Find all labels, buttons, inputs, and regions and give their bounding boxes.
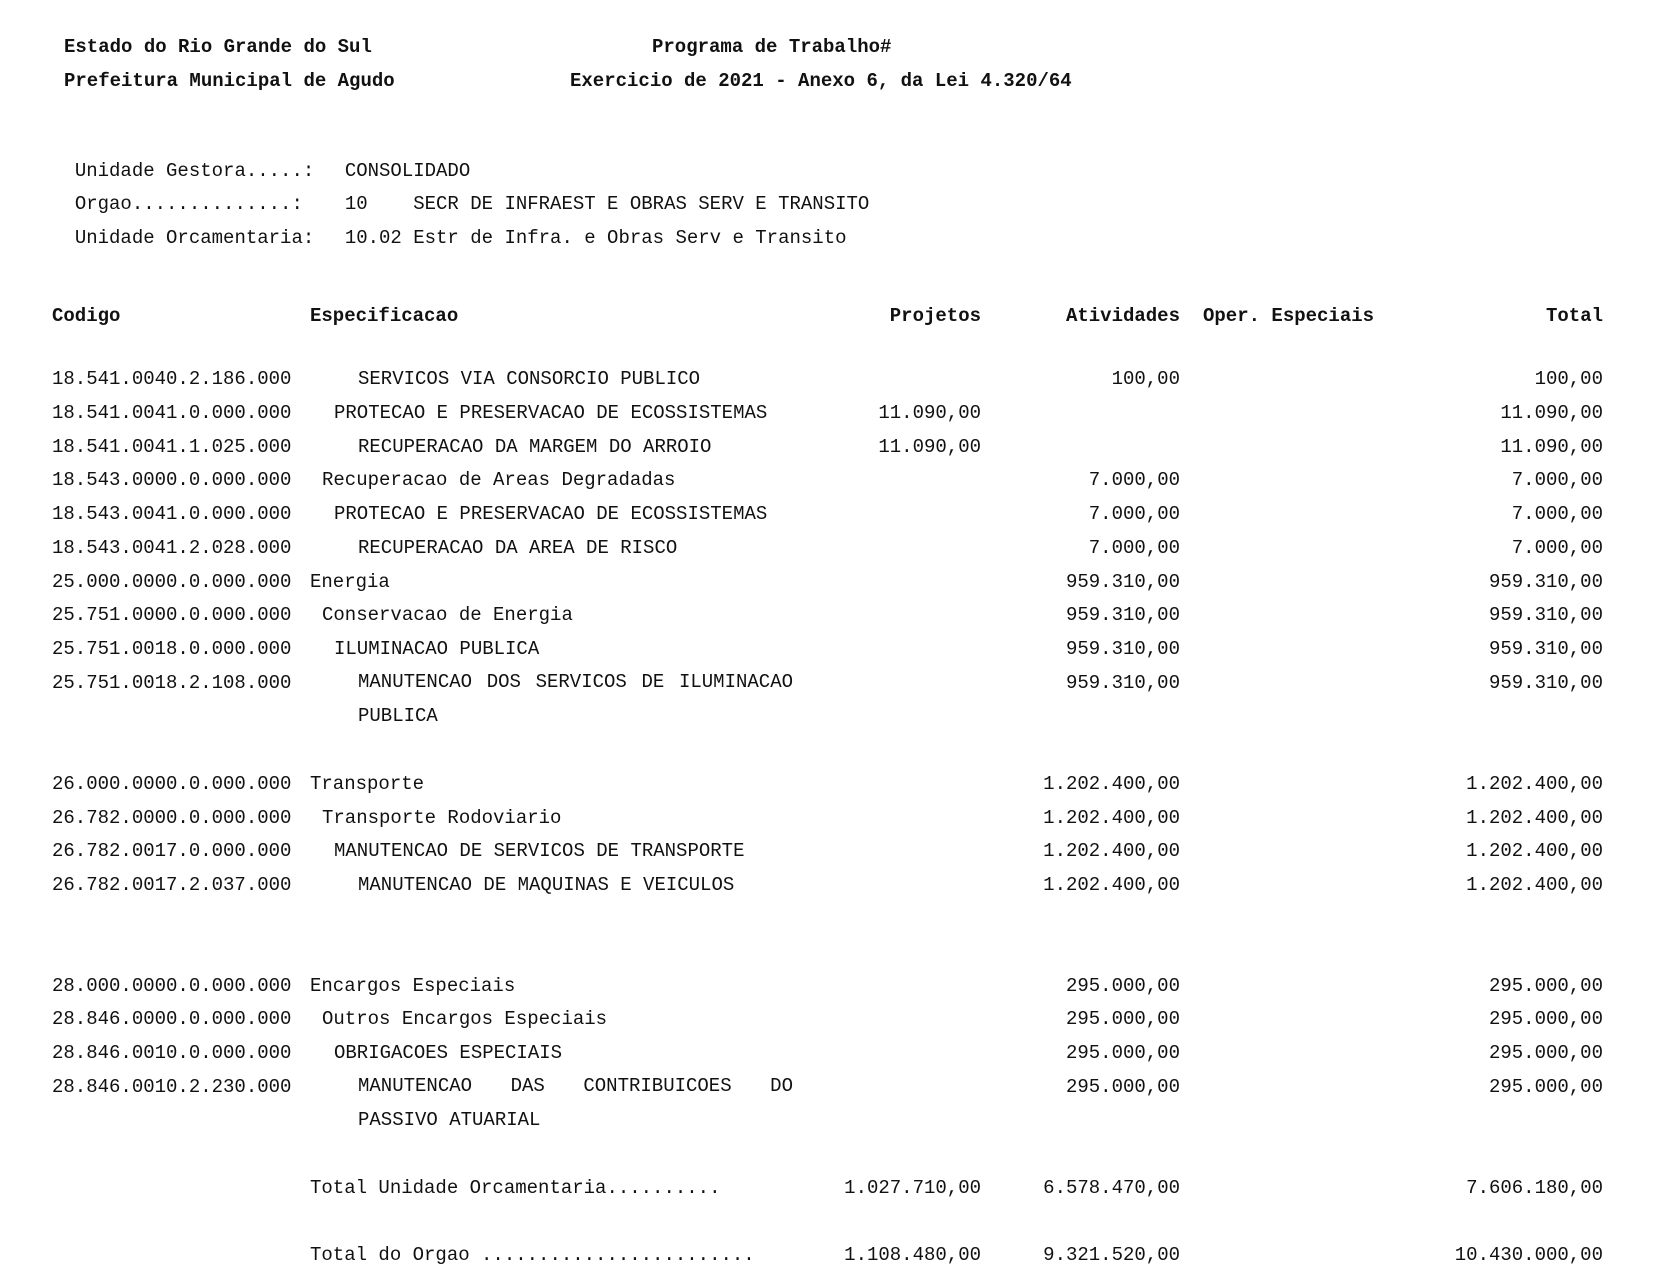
column-header-atividades: Atividades: [1065, 305, 1180, 327]
row-atividades-value: 1.202.400,00: [1043, 874, 1180, 896]
row-code: 18.541.0040.2.186.000: [52, 368, 292, 390]
row-total-value: 1.202.400,00: [1466, 874, 1603, 896]
table-row: [0, 402, 1654, 432]
row-atividades-value: 1.202.400,00: [1043, 773, 1180, 795]
row-total-value: 1.202.400,00: [1466, 773, 1603, 795]
row-code: 18.543.0000.0.000.000: [52, 469, 292, 491]
row-code: 25.751.0018.2.108.000: [52, 672, 292, 694]
row-specification: Recuperacao de Areas Degradadas: [322, 469, 676, 491]
column-header-codigo: Codigo: [52, 305, 121, 327]
row-atividades-value: 100,00: [1111, 368, 1180, 390]
table-row: [0, 1042, 1654, 1072]
row-projetos-value: 11.090,00: [878, 436, 981, 458]
row-total-value: 7.000,00: [1511, 469, 1603, 491]
row-atividades-value: 1.202.400,00: [1043, 840, 1180, 862]
row-total-value: 11.090,00: [1500, 402, 1603, 424]
row-atividades-value: 959.310,00: [1065, 571, 1180, 593]
row-specification: Total Unidade Orcamentaria..........: [310, 1177, 721, 1199]
row-specification: Total do Orgao ........................: [310, 1244, 755, 1266]
row-code: 28.846.0000.0.000.000: [52, 1008, 292, 1030]
row-atividades-value: 295.000,00: [1065, 1042, 1180, 1064]
row-total-value: 11.090,00: [1500, 436, 1603, 458]
row-specification: Transporte Rodoviario: [322, 807, 562, 829]
row-atividades-value: 9.321.520,00: [1043, 1244, 1180, 1266]
table-row: [0, 975, 1654, 1005]
row-specification: MANUTENCAO DAS CONTRIBUICOES DO PASSIVO ATUARIAL: [358, 1075, 793, 1131]
row-atividades-value: 6.578.470,00: [1043, 1177, 1180, 1199]
row-specification: Encargos Especiais: [310, 975, 516, 997]
row-specification: MANUTENCAO DOS SERVICOS DE ILUMINACAO PUBLICA: [358, 671, 793, 727]
row-atividades-value: 295.000,00: [1065, 1008, 1180, 1030]
report-title: Programa de Trabalho#: [652, 36, 892, 58]
table-row: [0, 469, 1654, 499]
row-code: 18.543.0041.2.028.000: [52, 537, 292, 559]
row-atividades-value: 959.310,00: [1065, 604, 1180, 626]
row-code: 28.846.0010.0.000.000: [52, 1042, 292, 1064]
row-code: 25.751.0000.0.000.000: [52, 604, 292, 626]
row-atividades-value: 295.000,00: [1065, 1076, 1180, 1098]
row-atividades-value: 1.202.400,00: [1043, 807, 1180, 829]
row-code: 18.541.0041.0.000.000: [52, 402, 292, 424]
row-total-value: 295.000,00: [1488, 1076, 1603, 1098]
row-specification: Outros Encargos Especiais: [322, 1008, 608, 1030]
row-total-value: 7.606.180,00: [1466, 1177, 1603, 1199]
table-row: [0, 671, 1654, 727]
column-header-especificacao: Especificacao: [310, 305, 459, 327]
table-row: [0, 436, 1654, 466]
row-projetos-value: 11.090,00: [878, 402, 981, 424]
row-total-value: 295.000,00: [1488, 975, 1603, 997]
row-total-value: 10.430.000,00: [1454, 1244, 1603, 1266]
row-code: 26.782.0000.0.000.000: [52, 807, 292, 829]
row-total-value: 295.000,00: [1488, 1042, 1603, 1064]
row-total-value: 959.310,00: [1488, 638, 1603, 660]
row-total-value: 100,00: [1534, 368, 1603, 390]
row-specification: Energia: [310, 571, 390, 593]
info-label: Unidade Gestora.....:: [74, 160, 315, 182]
row-specification: RECUPERACAO DA AREA DE RISCO: [358, 537, 678, 559]
table-row: [0, 1075, 1654, 1131]
column-header-oper-especiais: Oper. Especiais: [1203, 305, 1375, 327]
row-specification: Transporte: [310, 773, 425, 795]
row-total-value: 1.202.400,00: [1466, 840, 1603, 862]
table-row: [0, 638, 1654, 668]
row-atividades-value: 7.000,00: [1088, 469, 1180, 491]
row-code: 26.782.0017.0.000.000: [52, 840, 292, 862]
row-code: 28.000.0000.0.000.000: [52, 975, 292, 997]
row-code: 18.541.0041.1.025.000: [52, 436, 292, 458]
row-specification: PROTECAO E PRESERVACAO DE ECOSSISTEMAS: [334, 503, 768, 525]
info-label: Orgao..............:: [74, 193, 303, 215]
row-code: 18.543.0041.0.000.000: [52, 503, 292, 525]
table-row: [0, 773, 1654, 803]
row-specification: RECUPERACAO DA MARGEM DO ARROIO: [358, 436, 712, 458]
row-code: 28.846.0010.2.230.000: [52, 1076, 292, 1098]
row-total-value: 959.310,00: [1488, 672, 1603, 694]
table-row: [0, 368, 1654, 398]
table-row: [0, 503, 1654, 533]
table-row: [0, 571, 1654, 601]
total-row: [0, 1177, 1654, 1207]
row-specification: MANUTENCAO DE MAQUINAS E VEICULOS: [358, 874, 735, 896]
row-projetos-value: 1.108.480,00: [844, 1244, 981, 1266]
table-row: [0, 604, 1654, 634]
info-label: Unidade Orcamentaria:: [74, 227, 315, 249]
row-atividades-value: 959.310,00: [1065, 672, 1180, 694]
column-header-total: Total: [1545, 305, 1603, 327]
row-total-value: 7.000,00: [1511, 503, 1603, 525]
row-atividades-value: 295.000,00: [1065, 975, 1180, 997]
state-name: Estado do Rio Grande do Sul: [64, 36, 372, 58]
row-atividades-value: 7.000,00: [1088, 503, 1180, 525]
table-row: [0, 874, 1654, 904]
row-specification: PROTECAO E PRESERVACAO DE ECOSSISTEMAS: [334, 402, 768, 424]
city-hall-name: Prefeitura Municipal de Agudo: [64, 70, 395, 92]
row-specification: OBRIGACOES ESPECIAIS: [334, 1042, 563, 1064]
row-specification: SERVICOS VIA CONSORCIO PUBLICO: [358, 368, 701, 390]
row-total-value: 295.000,00: [1488, 1008, 1603, 1030]
row-atividades-value: 959.310,00: [1065, 638, 1180, 660]
row-code: 25.000.0000.0.000.000: [52, 571, 292, 593]
row-projetos-value: 1.027.710,00: [844, 1177, 981, 1199]
report-subtitle: Exercicio de 2021 - Anexo 6, da Lei 4.320/64: [570, 70, 1072, 92]
row-total-value: 1.202.400,00: [1466, 807, 1603, 829]
row-total-value: 959.310,00: [1488, 571, 1603, 593]
row-specification: ILUMINACAO PUBLICA: [334, 638, 540, 660]
table-row: [0, 1008, 1654, 1038]
row-specification: Conservacao de Energia: [322, 604, 573, 626]
row-specification: MANUTENCAO DE SERVICOS DE TRANSPORTE: [334, 840, 745, 862]
row-total-value: 959.310,00: [1488, 604, 1603, 626]
info-value: 10.02 Estr de Infra. e Obras Serv e Transito: [344, 227, 847, 249]
column-header-projetos: Projetos: [889, 305, 981, 327]
row-code: 26.000.0000.0.000.000: [52, 773, 292, 795]
row-total-value: 7.000,00: [1511, 537, 1603, 559]
row-atividades-value: 7.000,00: [1088, 537, 1180, 559]
table-row: [0, 537, 1654, 567]
table-row: [0, 807, 1654, 837]
row-code: 25.751.0018.0.000.000: [52, 638, 292, 660]
table-row: [0, 840, 1654, 870]
row-code: 26.782.0017.2.037.000: [52, 874, 292, 896]
total-row: [0, 1244, 1654, 1274]
info-value: CONSOLIDADO: [344, 160, 471, 182]
info-value: 10 SECR DE INFRAEST E OBRAS SERV E TRANSITO: [344, 193, 870, 215]
